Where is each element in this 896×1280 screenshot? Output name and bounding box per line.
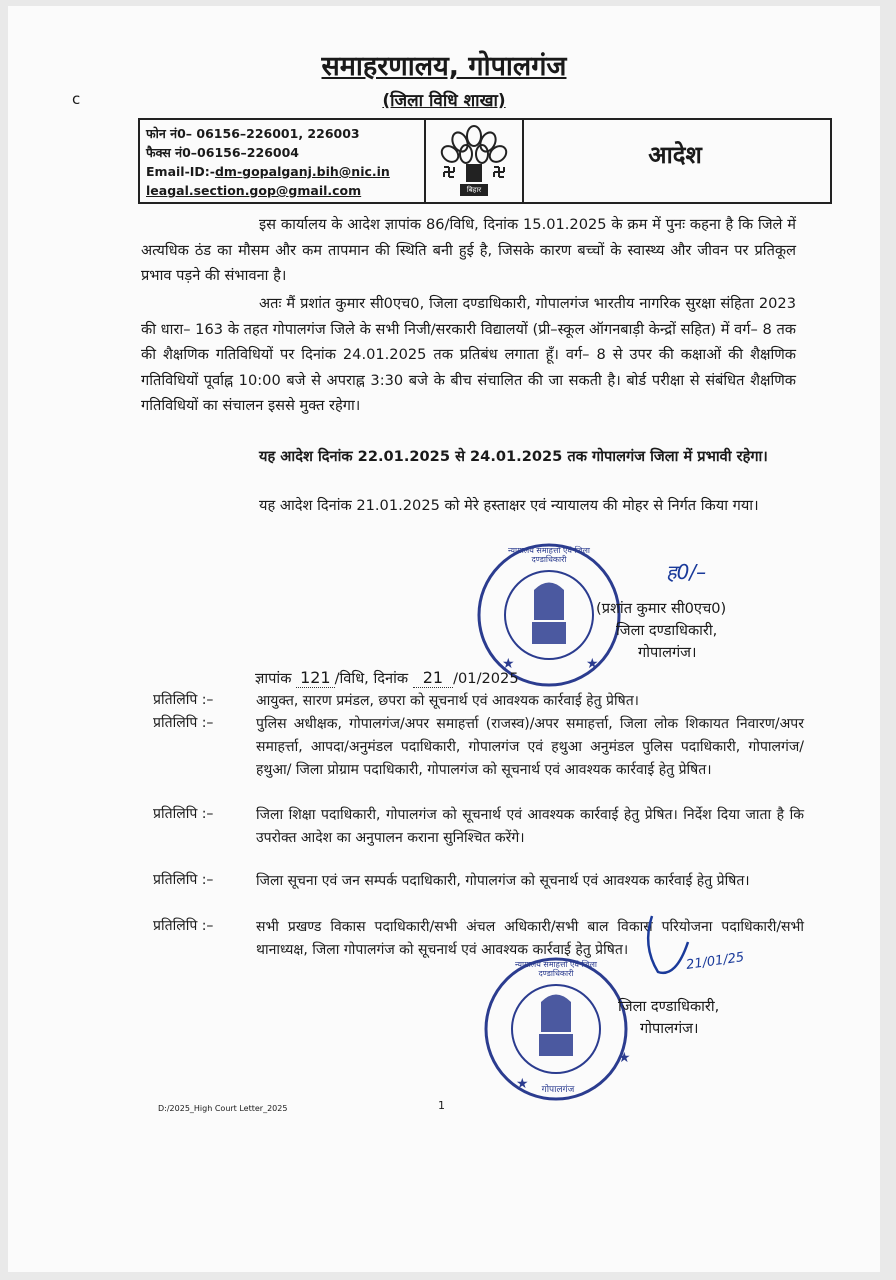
email-address-2[interactable]: leagal.section.gop@gmail.com bbox=[146, 183, 362, 198]
fax-line: फैक्स नं0–06156–226004 bbox=[146, 145, 299, 160]
header-box bbox=[138, 118, 832, 204]
court-seal-2 bbox=[478, 954, 634, 1104]
file-reference: D:/2025_High Court Letter_2025 bbox=[158, 1104, 288, 1113]
phone-line: फोन नं0– 06156–226001, 226003 bbox=[146, 126, 360, 141]
copy-label-2: प्रतिलिपि :– bbox=[153, 715, 214, 731]
email-label: Email-ID:- bbox=[146, 164, 215, 179]
handwritten-date: 21/01/25 bbox=[685, 950, 746, 973]
document-type: आदेश bbox=[648, 141, 702, 169]
contact-block bbox=[146, 124, 390, 200]
paragraph-1: इस कार्यालय के आदेश ज्ञापांक 86/विधि, दिनांक 15.01.2025 के क्रम में पुनः कहना है कि जिले में अत्यधिक ठंड का मौसम और कम तापमान की स्थिति बनी हुई है, जिसके कारण बच्चों के स्वास्थ्य और जीवन पर प्रतिकूल प्रभाव पड़ने की संभावना है। bbox=[141, 216, 796, 284]
seal-2-text: न्यायालय समाहर्त्ता एवं जिला दण्डाधिकारी bbox=[515, 960, 597, 978]
seal-2-bottom: गोपालगंज bbox=[541, 1085, 575, 1095]
margin-mark: c bbox=[72, 90, 81, 108]
memo-date-day: 21 bbox=[413, 668, 453, 688]
copy-text-1: आयुक्त, सारण प्रमंडल, छपरा को सूचनार्थ एवं आवश्यक कार्रवाई हेतु प्रेषित। bbox=[256, 693, 639, 709]
emblem-label: बिहार bbox=[466, 186, 482, 194]
copy-label-1: प्रतिलिपि :– bbox=[153, 692, 214, 708]
signatory-place: गोपालगंज। bbox=[638, 644, 697, 661]
office-subtitle: (जिला विधि शाखा) bbox=[382, 91, 506, 111]
memo-number: 121 bbox=[296, 668, 335, 688]
memo-date-rest: 01/2025 bbox=[458, 670, 519, 687]
memo-line: ज्ञापांक 121 /विधि, दिनांक 21 /01/2025 bbox=[255, 668, 519, 687]
handwritten-signature-1: ह0/– bbox=[666, 560, 707, 584]
signatory-designation: जिला दण्डाधिकारी, bbox=[616, 622, 718, 639]
office-title: समाहरणालय, गोपालगंज bbox=[321, 51, 567, 82]
email-line bbox=[146, 162, 390, 181]
signatory-name: (प्रशांत कुमार सी0एच0) bbox=[596, 600, 727, 617]
bihar-emblem bbox=[424, 120, 524, 202]
paragraph-4: यह आदेश दिनांक 21.01.2025 को मेरे हस्ताक्षर एवं न्यायालय की मोहर से निर्गत किया गया। bbox=[259, 497, 759, 514]
copy-text-2: पुलिस अधीक्षक, गोपालगंज/अपर समाहर्त्ता (राजस्व)/अपर समाहर्त्ता, जिला लोक शिकायत निवारण/अपर समाहर्त्ता, आपदा/अनुमंडल पदाधिकारी, गोपालगंज एवं हथुआ अनुमंडल पुलिस पदाधिकारी, गोपालगंज/हथुआ/ जिला प्रोग्राम पदाधिकारी, गोपालगंज को सूचनार्थ एवं आवश्यक कार्रवाई हेतु प्रेषित। bbox=[256, 716, 804, 778]
paragraph-3: यह आदेश दिनांक 22.01.2025 से 24.01.2025 तक गोपालगंज जिला में प्रभावी रहेगा। bbox=[259, 448, 768, 465]
paragraph-2: अतः मैं प्रशांत कुमार सी0एच0, जिला दण्डाधिकारी, गोपालगंज भारतीय नागरिक सुरक्षा संहिता 2023 की धारा– 163 के तहत गोपालगंज जिले के सभी निजी/सरकारी विद्यालयों (प्री–स्कूल ऑगनबाड़ी केन्द्रों सहित) में वर्ग– 8 तक की शैक्षणिक गतिविधियों पर दिनांक 24.01.2025 तक प्रतिबंध लगाता हूँ। वर्ग– 8 से उपर की कक्षाओं की शैक्षणिक गतिविधियों पूर्वाह्न 10:00 बजे से अपराह्न 3:30 बजे के बीच संचालित की जा सकती है। बोर्ड परीक्षा से संबंधित शैक्षणिक गतिविधियों का संचालन इससे मुक्त रहेगा। bbox=[141, 295, 796, 414]
memo-prefix: ज्ञापांक bbox=[255, 670, 292, 687]
svg-text:★: ★ bbox=[516, 1076, 529, 1092]
memo-mid: /विधि, दिनांक bbox=[334, 670, 409, 687]
page-number: 1 bbox=[438, 1099, 445, 1112]
copy-text-3: जिला शिक्षा पदाधिकारी, गोपालगंज को सूचनार्थ एवं आवश्यक कार्रवाई हेतु प्रेषित। निर्देश दिया जाता है कि उपरोक्त आदेश का अनुपालन कराना सुनिश्चित करेंगे। bbox=[256, 807, 804, 846]
seal-1-text: न्यायालय समाहर्त्ता एवं जिला दण्डाधिकारी bbox=[508, 546, 590, 564]
copy-text-5: सभी प्रखण्ड विकास पदाधिकारी/सभी अंचल अधिकारी/सभी बाल विकास परियोजना पदाधिकारी/सभी थानाध्यक्ष, जिला गोपालगंज को सूचनार्थ एवं आवश्यक कार्रवाई हेतु प्रेषित। bbox=[256, 919, 804, 958]
svg-text:★: ★ bbox=[618, 1050, 631, 1066]
copy-label-3: प्रतिलिपि :– bbox=[153, 806, 214, 822]
svg-text:★: ★ bbox=[586, 656, 599, 672]
signatory-designation-2: जिला दण्डाधिकारी, bbox=[618, 998, 720, 1015]
copy-label-4: प्रतिलिपि :– bbox=[153, 872, 214, 888]
svg-text:★: ★ bbox=[502, 656, 515, 672]
document-page bbox=[8, 6, 880, 1272]
signatory-place-2: गोपालगंज। bbox=[640, 1020, 699, 1037]
email-address-1[interactable]: dm-gopalganj.bih@nic.in bbox=[214, 164, 390, 179]
copy-label-5: प्रतिलिपि :– bbox=[153, 918, 214, 934]
copy-text-4: जिला सूचना एवं जन सम्पर्क पदाधिकारी, गोपालगंज को सूचनार्थ एवं आवश्यक कार्रवाई हेतु प्रेषित। bbox=[256, 873, 750, 889]
